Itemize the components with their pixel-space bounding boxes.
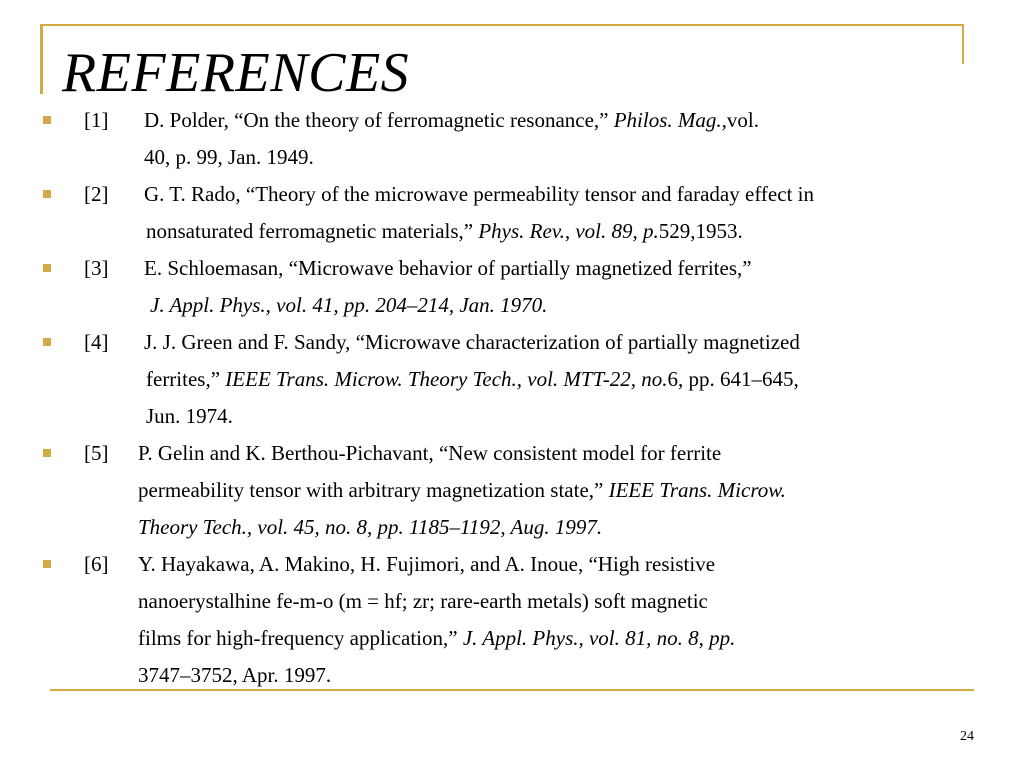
reference-line xyxy=(146,213,743,250)
reference-line xyxy=(144,250,752,287)
reference-text: 40, p. 99, Jan. 1949. xyxy=(144,145,314,169)
slide-title: REFERENCES xyxy=(62,42,410,104)
reference-text: E. Schloemasan, “Microwave behavior of partially magnetized ferrites,” xyxy=(144,256,752,280)
reference-number: [5] xyxy=(84,441,109,465)
reference-line xyxy=(138,583,708,620)
reference-line xyxy=(138,472,786,509)
reference-text: nonsaturated ferromagnetic materials,” xyxy=(146,219,479,243)
reference-citation-italic: J. Appl. Phys., vol. 81, no. 8, pp. xyxy=(462,626,736,650)
square-bullet-icon xyxy=(43,190,51,198)
reference-number: [4] xyxy=(84,330,109,354)
square-bullet-icon xyxy=(43,264,51,272)
reference-line xyxy=(138,509,602,546)
reference-text: D. Polder, “On the theory of ferromagnetic resonance,” xyxy=(144,108,614,132)
reference-text: Jun. 1974. xyxy=(146,404,233,428)
reference-text: vol. xyxy=(726,108,759,132)
reference-number: [3] xyxy=(84,256,109,280)
square-bullet-icon xyxy=(43,449,51,457)
reference-line xyxy=(150,287,547,324)
square-bullet-icon xyxy=(43,560,51,568)
reference-line xyxy=(138,435,721,472)
page-number: 24 xyxy=(960,729,974,744)
reference-line xyxy=(144,176,814,213)
reference-line xyxy=(146,361,799,398)
reference-number: [1] xyxy=(84,108,109,132)
reference-line xyxy=(146,398,233,435)
square-bullet-icon xyxy=(43,338,51,346)
reference-citation-italic: Philos. Mag., xyxy=(613,108,727,132)
reference-line xyxy=(144,139,314,176)
reference-line xyxy=(138,620,735,657)
reference-text: J. J. Green and F. Sandy, “Microwave characterization of partially magnetized xyxy=(144,330,800,354)
reference-citation-italic: IEEE Trans. Microw. Theory Tech., vol. MTT-22, no. xyxy=(225,367,668,391)
reference-number: [6] xyxy=(84,552,109,576)
reference-text: 529,1953. xyxy=(658,219,743,243)
reference-text: 6, pp. 641–645, xyxy=(667,367,799,391)
reference-line xyxy=(144,324,800,361)
reference-citation-italic: IEEE Trans. Microw. xyxy=(608,478,786,502)
reference-text: nanoerystalhine fe-m-o (m = hf; zr; rare-earth metals) soft magnetic xyxy=(138,589,708,613)
reference-line xyxy=(138,657,331,694)
reference-text: films for high-frequency application,” xyxy=(138,626,463,650)
reference-line xyxy=(138,546,715,583)
square-bullet-icon xyxy=(43,116,51,124)
reference-number: [2] xyxy=(84,182,109,206)
reference-text: G. T. Rado, “Theory of the microwave permeability tensor and faraday effect in xyxy=(144,182,814,206)
reference-citation-italic: Phys. Rev., vol. 89, p. xyxy=(478,219,659,243)
reference-citation-italic: J. Appl. Phys., vol. 41, pp. 204–214, Jan. 1970. xyxy=(150,293,548,317)
reference-text: P. Gelin and K. Berthou-Pichavant, “New consistent model for ferrite xyxy=(138,441,722,465)
reference-citation-italic: Theory Tech., vol. 45, no. 8, pp. 1185–1192, Aug. 1997. xyxy=(138,515,603,539)
reference-text: permeability tensor with arbitrary magnetization state,” xyxy=(138,478,609,502)
reference-line xyxy=(144,102,759,139)
reference-text: 3747–3752, Apr. 1997. xyxy=(138,663,332,687)
reference-text: Y. Hayakawa, A. Makino, H. Fujimori, and A. Inoue, “High resistive xyxy=(138,552,716,576)
reference-text: ferrites,” xyxy=(146,367,226,391)
